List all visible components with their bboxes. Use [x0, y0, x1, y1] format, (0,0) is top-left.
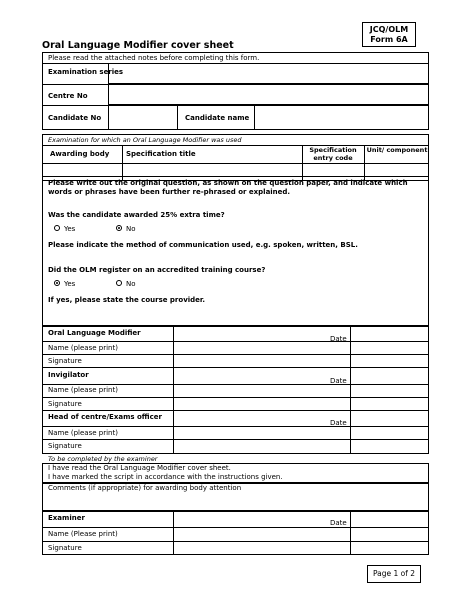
q4-no-label: No — [126, 280, 136, 288]
invigilator-signature-field[interactable] — [174, 397, 350, 410]
invigilator-name-field[interactable] — [174, 384, 350, 397]
examiner-heading: Examiner — [48, 514, 85, 522]
examiner-statement-2: I have marked the script in accordance with the instructions given. — [48, 473, 283, 481]
awarding-body-label: Awarding body — [50, 150, 110, 158]
centre-no-label: Centre No — [48, 92, 88, 100]
examination-series-label: Examination series — [48, 68, 124, 76]
examiner-caption: To be completed by the examiner — [48, 455, 158, 463]
candidate-name-label: Candidate name — [185, 114, 250, 122]
olm-signature-label: Signature — [48, 357, 82, 365]
q1-text: Please write out the original question, as shown on the question paper, and indicate which words or phrases have been further re-phrased or explained. — [48, 179, 408, 196]
examiner-name-label: Name (Please print) — [48, 530, 118, 538]
radio-selected-icon — [54, 280, 60, 286]
form-number: Form 6A — [370, 35, 408, 44]
radio-icon — [54, 225, 60, 231]
comments-label: Comments (if appropriate) for awarding body attention — [48, 484, 242, 492]
divider — [42, 410, 429, 411]
examiner-name-field[interactable] — [174, 527, 350, 541]
q4-text: Did the OLM register on an accredited training course? — [48, 266, 266, 274]
invigilator-heading: Invigilator — [48, 371, 89, 379]
examiner-statement-1: I have read the Oral Language Modifier cover sheet. — [48, 464, 231, 472]
candidate-name-field[interactable] — [254, 105, 429, 130]
q2-yes-label: Yes — [64, 225, 76, 233]
candidate-no-field[interactable] — [108, 105, 178, 130]
divider — [350, 326, 351, 454]
head-signature-field[interactable] — [174, 439, 350, 452]
divider — [350, 511, 351, 555]
notice-text: Please read the attached notes before completing this form. — [48, 54, 260, 62]
spec-entry-code-label: Specification entry code — [309, 146, 357, 162]
q2-text: Was the candidate awarded 25% extra time? — [48, 211, 225, 219]
exam-caption: Examination for which an Oral Language Modifier was used — [48, 136, 242, 144]
invigilator-signature-label: Signature — [48, 400, 82, 408]
q2-no-label: No — [126, 225, 136, 233]
examiner-date-label: Date — [330, 519, 347, 527]
olm-name-label: Name (please print) — [48, 344, 118, 352]
q2-no-option[interactable] — [116, 225, 136, 234]
head-of-centre-heading: Head of centre/Exams officer — [48, 413, 162, 421]
invigilator-name-label: Name (please print) — [48, 386, 118, 394]
radio-selected-icon — [116, 225, 122, 231]
head-signature-label: Signature — [48, 442, 82, 450]
head-name-field[interactable] — [174, 426, 350, 439]
olm-name-field[interactable] — [174, 341, 350, 354]
examiner-signature-label: Signature — [48, 544, 82, 552]
q4-no-option[interactable] — [116, 280, 136, 289]
head-date-label: Date — [330, 419, 347, 427]
examination-series-field[interactable] — [108, 63, 429, 84]
q4-yes-label: Yes — [64, 280, 76, 288]
divider — [42, 367, 429, 368]
q4-yes-option[interactable] — [54, 280, 75, 289]
q5-text: If yes, please state the course provider. — [48, 296, 206, 304]
olm-signature-field[interactable] — [174, 354, 350, 367]
page-title: Oral Language Modifier cover sheet — [42, 40, 234, 51]
q3-text: Please indicate the method of communication used, e.g. spoken, written, BSL. — [48, 241, 358, 249]
olm-date-label: Date — [330, 335, 347, 343]
centre-no-field[interactable] — [108, 84, 429, 105]
radio-icon — [116, 280, 122, 286]
unit-component-label: Unit/ component — [366, 146, 428, 154]
q2-yes-option[interactable] — [54, 225, 75, 234]
candidate-no-label: Candidate No — [48, 114, 102, 122]
specification-title-label: Specification title — [126, 150, 196, 158]
form-code: JCQ/OLM — [369, 25, 409, 34]
page-number: Page 1 of 2 — [372, 569, 416, 578]
head-name-label: Name (please print) — [48, 429, 118, 437]
olm-heading: Oral Language Modifier — [48, 329, 141, 337]
examiner-signature-field[interactable] — [174, 541, 350, 555]
invigilator-date-label: Date — [330, 377, 347, 385]
